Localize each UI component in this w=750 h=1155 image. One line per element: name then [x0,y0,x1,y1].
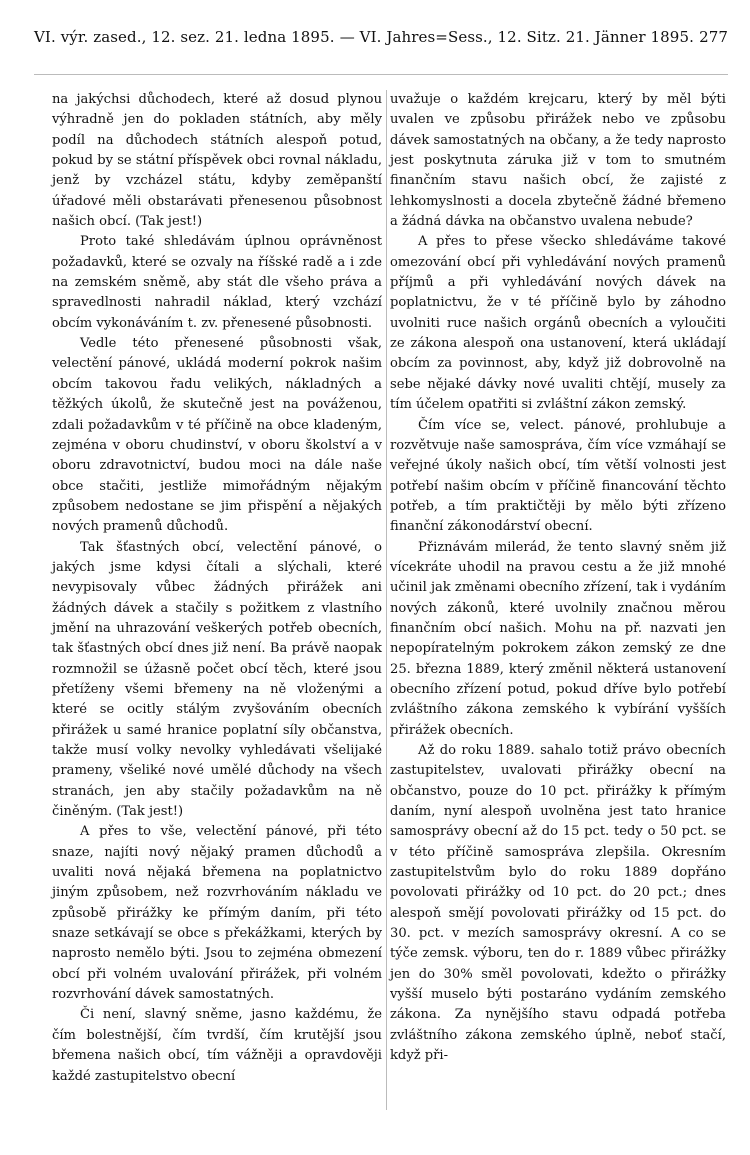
paragraph: Přiznávám milerád, že tento slavný sněm již vícekráte uhodil na pravou cestu a že již mnohé učinil jak změnami obecního zřízení, tak i vydáním nových zákonů, které uvolnily značnou měrou finančním obcí našich. Mohu na př. nazvati jen nepopíratelným pokrokem zákon zemský ze dne 25. března 1889, který změnil některá ustanovení obecního zřízení potud, pokud dříve bylo potřebí zvláštního zákona zemského k vybírání vyšších přirážek obecních. [390,539,726,738]
page-number: 277 [699,28,728,46]
paragraph: A přes to vše, velectění pánové, při této snaze, najíti nový nějaký pramen důchodů a uvaliti nová nějaká břemena na poplatnictvo jiným způsobem, než rozvrhováním nákladu ve způsobě přirážky ke přímým daním, při této snaze setkávají se obce s překážkami, kterých by naprosto nemělo býti. Jsou to zejména obmezení obcí při volném uvalování přirážek, při volném rozvrhování dávek samostatných. [52,824,382,1003]
paragraph: Proto také shledávám úplnou oprávněnost požadavků, které se ozvaly na říšské radě a i zde na zemském sněmě, aby stát dle všeho práva a spravedlnosti nahradil náklad, který vzchází obcím vykonáváním t. zv. přenesené působnosti. [52,234,382,331]
running-header [34,28,728,56]
paragraph: A přes to přese všecko shledáváme takové omezování obcí při vyhledávání nových pramenů příjmů a při vyhledávání nových dávek na poplatnictvu, že v té příčině bylo by záhodno uvolniti ruce našich orgánů obecních a vyloučiti ze zákona alespoň ona ustanovení, která ukládají obcím za povinnost, aby, když již dobrovolně na sebe nějaké dávky nové uvaliti chtějí, musely za tím účelem opatřiti si zvláštní zákon zemský. [390,234,726,413]
paragraph: Vedle této přenesené působnosti však, velectění pánové, ukládá moderní pokrok našim obcím takovou řadu velikých, nákladných a těžkých úkolů, že skutečně jest na pováženou, zdali požadavkům v té příčině na obce kladeným, zejména v oboru chudinství, v oboru školství a v oboru zdravotnictví, budou moci na dále naše obce stačiti, jestliže mimořádným nějakým způsobem nedostane se jim přispění a nějakých nových pramenů důchodů. [52,336,382,535]
header-czech: VI. výr. zased., 12. sez. 21. ledna 1895. [34,28,335,46]
paragraph: Až do roku 1889. sahalo totiž právo obecních zastupitelstev, uvalovati přirážky obecní na občanstvo, pouze do 10 pct. přirážky k přímým daním, nyní alespoň uvolněna jest tato hranice samosprávy obecní až do 15 pct. tedy o 50 pct. se v této příčině samospráva zlepšila. Okresním zastupitelstvům bylo do roku 1889 dopřáno povolovati přirážky od 10 pct. do 20 pct.; dnes alespoň smějí povolovati přirážky od 15 pct. do 30. pct. v mezích samosprávy okresní. A co se týče zemsk. výboru, ten do r. 1889 vůbec přirážky jen do 30% směl povolovati, kdežto o přirážky vyšší muselo býti postaráno vydáním zemského zákona. Za nynějšího stavu odpadá potřeba zvláštního zákona zemského úplně, neboť stačí, když při- [390,743,726,1064]
paragraph: Čím více se, velect. pánové, prohlubuje a rozvětvuje naše samospráva, čím více vzmáhají se veřejné úkoly našich obcí, tím větší volnosti jest potřebí našim obcím v příčině financování těchto potřeb, a tím praktičtěji by mělo býti zřízeno finanční zákonodárství obecní. [390,417,726,535]
paragraph: Či není, slavný sněme, jasno každému, že čím bolestnější, čím tvrdší, čím krutější jsou břemena našich obcí, tím vážněji a opravdověji každé zastupitelstvo obecní [52,1007,382,1084]
paragraph: Tak šťastných obcí, velectění pánové, o jakých jsme kdysi čítali a slýchali, které nevypisovaly vůbec žádných přirážek ani žádných dávek a stačily s požitkem z vlastního jmění na uhrazování veškerých potřeb obecních, tak šťastných obcí dnes již není. Ba právě naopak rozmnožil se úžasně počet obcí těch, které jsou přetíženy všemi břemeny na ně vloženými a které se ocitly stálým zvyšováním obecních přirážek u samé hranice poplatní síly občanstva, takže musí volky nevolky vyhledávati všelijaké prameny, všeliké nové umělé důchody na všech stranách, jen aby stačily požadavkům na ně činěným. (Tak jest!) [52,539,382,820]
paragraph: uvažuje o každém krejcaru, který by měl býti uvalen ve způsobu přirážek nebo ve způsobu dávek samostatných na občany, a že tedy naprosto jest poskytnuta záruka již v tom to smutném finančním stavu našich obcí, že zajisté z lehkomyslnosti a docela zbytečně žádné břemeno a žádná dávka na občanstvo uvalena nebude? [390,92,726,230]
column-divider [386,90,387,1110]
header-rule [34,74,728,75]
right-column [390,90,726,1067]
paragraph: na jakýchsi důchodech, které až dosud plynou výhradně jen do pokladen státních, aby měly podíl na důchodech státních alespoň potud, pokud by se státní příspěvek obci rovnal nákladu, jenž by vzcházel státu, kdyby zeměpanští úřadové měli obstarávati přenesenou působnost našich obcí. (Tak jest!) [52,92,382,230]
header-german: — VI. Jahres=Sess., 12. Sitz. 21. Jänner 1895. [339,28,694,46]
left-column [52,90,382,1087]
